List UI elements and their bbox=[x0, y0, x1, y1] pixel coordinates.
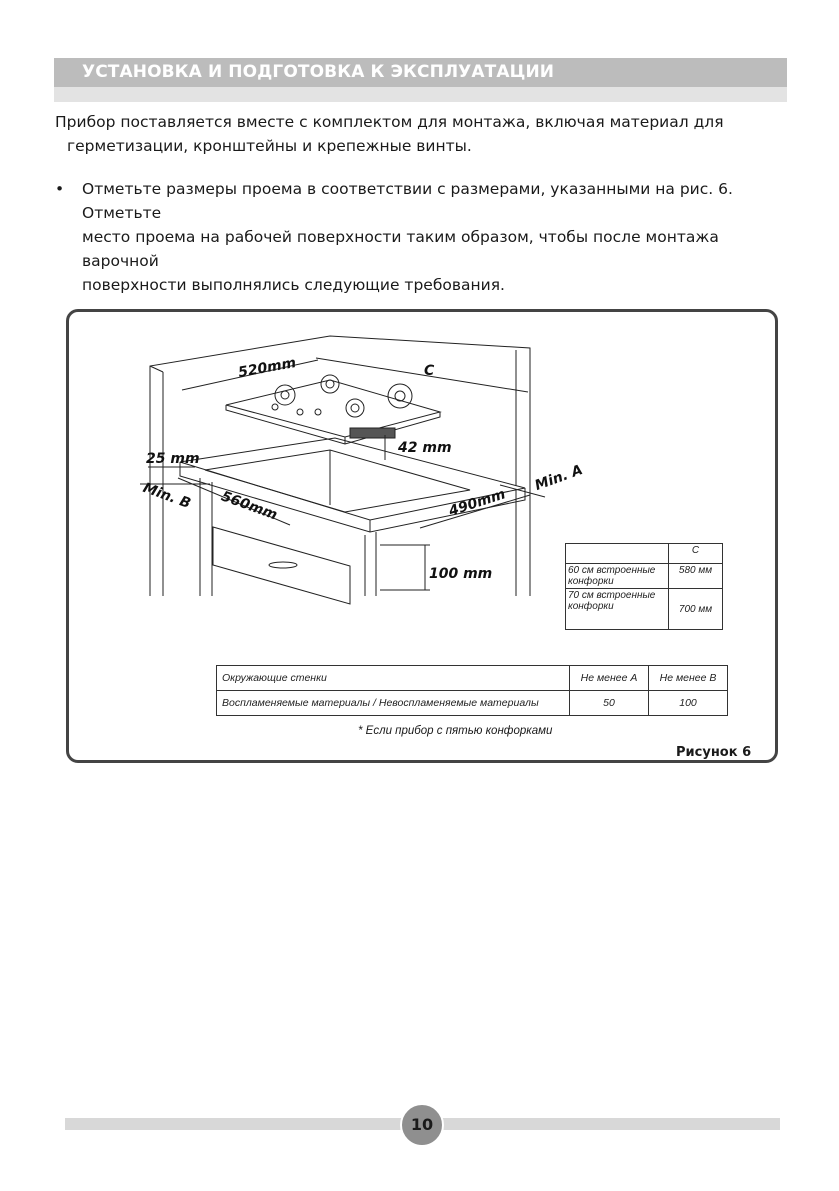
drawer-front bbox=[213, 527, 350, 604]
dim-label-25: 25 mm bbox=[146, 451, 200, 467]
c-table-row1-value: 580 мм bbox=[669, 564, 723, 589]
hob-glass-top bbox=[226, 380, 440, 437]
c-table-row2-label: 70 см встроенные конфорки bbox=[566, 589, 669, 630]
dim-label-min-b: Min. B bbox=[140, 480, 193, 512]
c-table-row2-value: 700 мм bbox=[669, 589, 723, 630]
c-dimension-table bbox=[565, 543, 723, 630]
c-table-header: C bbox=[669, 544, 723, 564]
left-wall-top-edge bbox=[150, 366, 163, 372]
bullet-line-2: место проема на рабочей поверхности таким образом, чтобы после монтажа варочной bbox=[82, 228, 719, 270]
walls-row1-b: Не менее B bbox=[649, 666, 728, 691]
table-row bbox=[566, 589, 723, 630]
table-row bbox=[217, 666, 728, 691]
burner-right-cap bbox=[395, 391, 405, 401]
walls-row2-b: 100 bbox=[649, 691, 728, 716]
figure-caption: Рисунок 6 bbox=[676, 745, 752, 760]
walls-table bbox=[216, 665, 728, 716]
dim-label-490: 490mm bbox=[446, 486, 508, 520]
walls-row2-a: 50 bbox=[570, 691, 649, 716]
bullet-line-3: поверхности выполнялись следующие требования. bbox=[82, 276, 505, 294]
five-burner-note: * Если прибор с пятью конфорками bbox=[358, 725, 553, 737]
table-row bbox=[566, 544, 723, 564]
dim-label-42: 42 mm bbox=[398, 440, 452, 456]
dim-label-100: 100 mm bbox=[429, 566, 493, 582]
dim-label-min-a: Min. A bbox=[532, 461, 585, 495]
bullet-line-1: Отметьте размеры проема в соответствии с размерами, указанными на рис. 6. Отметьте bbox=[82, 180, 733, 222]
walls-row1-label: Окружающие стенки bbox=[217, 666, 570, 691]
section-title: УСТАНОВКА И ПОДГОТОВКА К ЭКСПЛУАТАЦИИ bbox=[82, 62, 555, 82]
c-table-row1-label: 60 см встроенные конфорки bbox=[566, 564, 669, 589]
walls-row2-label: Воспламеняемые материалы / Невоспламеняемые материалы bbox=[217, 691, 570, 716]
page-number: 10 bbox=[400, 1103, 444, 1147]
dim-label-560: 560mm bbox=[219, 488, 280, 524]
hob-base-box bbox=[350, 428, 395, 438]
table-row bbox=[217, 691, 728, 716]
intro-line-1: Прибор поставляется вместе с комплектом для монтажа, включая материал для bbox=[55, 113, 724, 131]
dim-label-c: C bbox=[424, 363, 435, 379]
walls-row1-a: Не менее A bbox=[570, 666, 649, 691]
dim-label-520: 520mm bbox=[237, 355, 298, 381]
bullet-symbol: • bbox=[55, 180, 65, 198]
table-row bbox=[566, 564, 723, 589]
intro-line-2: герметизации, кронштейны и крепежные винты. bbox=[67, 137, 472, 155]
